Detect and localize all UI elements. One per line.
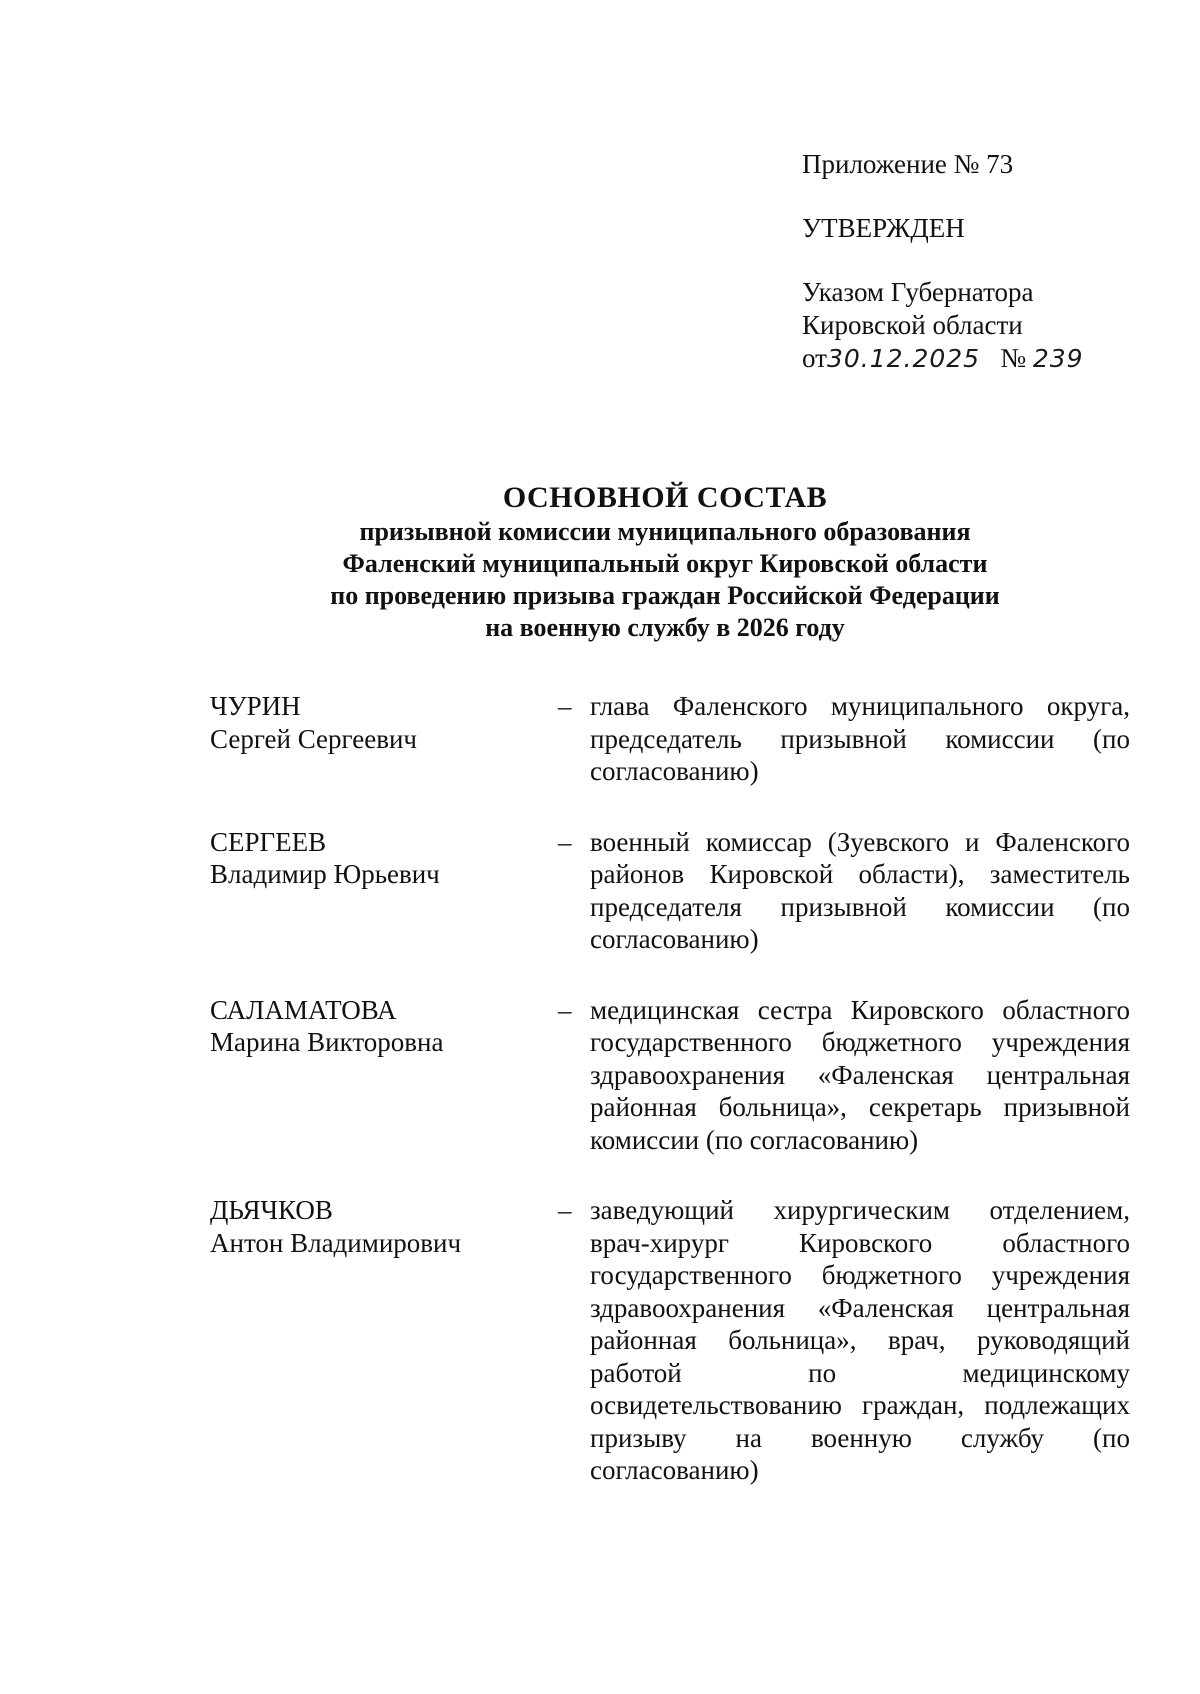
title-line-4: на военную службу в 2026 году bbox=[485, 613, 845, 642]
member-surname: СЕРГЕЕВ bbox=[210, 826, 327, 857]
appendix-number: Приложение № 73 bbox=[802, 149, 1014, 179]
member-name bbox=[210, 994, 558, 1157]
member-entry bbox=[210, 826, 1130, 956]
member-given-names: Антон Владимирович bbox=[210, 1227, 462, 1258]
member-name bbox=[210, 1194, 558, 1487]
member-dash: – bbox=[558, 826, 572, 857]
document-title bbox=[0, 480, 1200, 644]
decree-line-1: Указом Губернатора bbox=[802, 277, 1034, 307]
decree-date: 30.12.2025 bbox=[826, 344, 981, 373]
decree-line-2: Кировской области bbox=[802, 310, 1023, 340]
title-line-1: призывной комиссии муниципального образования bbox=[359, 517, 971, 546]
title-line-3: по проведению призыва граждан Российской Федерации bbox=[330, 581, 1000, 610]
member-entry bbox=[210, 1194, 1130, 1487]
decree-date-line bbox=[802, 342, 1084, 375]
member-given-names: Сергей Сергеевич bbox=[210, 723, 418, 754]
member-role: военный комиссар (Зуевского и Фаленского районов Кировской области), заместитель председателя призывной комиссии (по согласованию) bbox=[590, 826, 1130, 954]
decree-number: 239 bbox=[1032, 344, 1084, 373]
member-dash: – bbox=[558, 691, 572, 721]
member-given-names: Владимир Юрьевич bbox=[210, 859, 440, 889]
member-entry bbox=[210, 690, 1130, 788]
member-role: медицинская сестра Кировского областного государственного бюджетного учреждения здравоохранения «Фаленская центральная районная больница», секретарь призывной комиссии (по согласованию) bbox=[590, 994, 1130, 1155]
member-entry bbox=[210, 994, 1130, 1157]
commission-members bbox=[210, 690, 1130, 1525]
member-name bbox=[210, 826, 558, 956]
approved-label: УТВЕРЖДЕН bbox=[802, 213, 965, 243]
member-given-names: Марина Викторовна bbox=[210, 1027, 444, 1057]
member-name bbox=[210, 690, 558, 788]
title-main: ОСНОВНОЙ СОСТАВ bbox=[502, 481, 828, 514]
member-role: заведующий хирургическим отделением, врач-хирург Кировского областного государственного бюджетного учреждения здравоохранения «Фаленская центральная районная больница», врач, руководящий работой по медицинскому освидетельствованию граждан, подлежащих призыву на военную службу (по согласованию) bbox=[590, 1195, 1130, 1485]
member-surname: ДЬЯЧКОВ bbox=[210, 1195, 333, 1225]
member-dash: – bbox=[558, 1195, 572, 1225]
member-dash: – bbox=[558, 994, 572, 1025]
number-label: № bbox=[1000, 343, 1027, 373]
member-surname: ЧУРИН bbox=[210, 691, 301, 721]
member-role: глава Фаленского муниципального округа, председатель призывной комиссии (по согласованию) bbox=[590, 691, 1130, 786]
from-label: от bbox=[802, 343, 827, 373]
member-surname: САЛАМАТОВА bbox=[210, 994, 397, 1025]
approval-block bbox=[802, 148, 1084, 375]
title-line-2: Фаленский муниципальный округ Кировской области bbox=[342, 549, 988, 578]
